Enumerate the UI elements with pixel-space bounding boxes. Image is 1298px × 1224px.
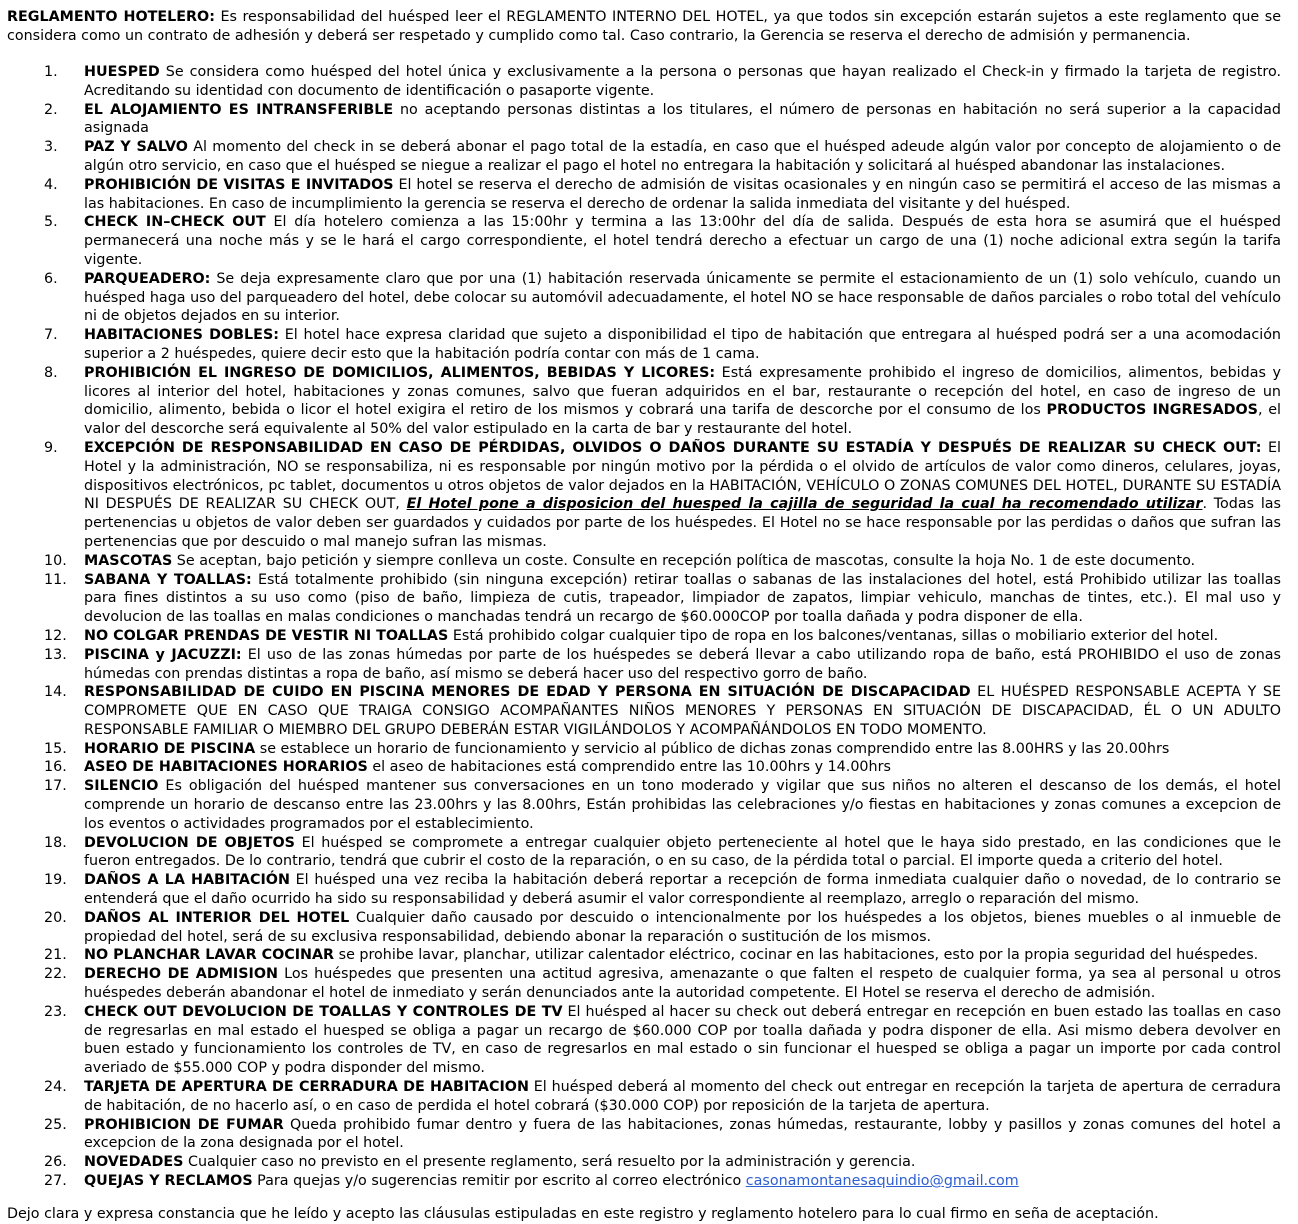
rule-number: 14.	[44, 684, 67, 701]
rule-number: 3.	[44, 139, 58, 156]
rule-title: QUEJAS Y RECLAMOS	[84, 1173, 253, 1190]
rules-list	[7, 63, 1281, 1191]
rule-number: 22.	[44, 966, 67, 983]
rule-text: se prohibe lavar, planchar, utilizar calentador eléctrico, cocinar en las habitaciones, esto por la propia seguridad del huéspedes.	[334, 947, 1259, 964]
rule-title: PISCINA y JACUZZI:	[84, 646, 242, 663]
rule-number: 17.	[44, 778, 67, 795]
rule-text: Se deja expresamente claro que por una (1) habitación reservada únicamente se permite el estacionamiento de un (1) solo vehículo, cuando un huésped haga uso del parqueadero del hotel, debe colocar su automóvil adecuadamente, el hotel NO se hace responsable de daños parciales o robo total del vehículo ni de objetos dejados en su interior.	[84, 270, 1281, 325]
rule-text: no aceptando personas distintas a los titulares, el número de personas en habitación no será superior a la capacidad asignada	[84, 101, 1281, 137]
rule-title: ASEO DE HABITACIONES HORARIOS	[84, 759, 368, 776]
rule-item	[7, 1172, 1281, 1191]
rule-title: TARJETA DE APERTURA DE CERRADURA DE HABITACION	[84, 1079, 529, 1096]
rule-number: 9.	[44, 439, 58, 456]
rule-text: El Hotel y la administración, NO se responsabiliza, ni es responsable por ningún motivo por la pérdida o el olvido de artículos de valor como dineros, celulares, joyas, dispositivos electrónicos, pc tablet, documentos u otros objetos de valor dejados en la HABITACIÓN, VEHÍCULO O ZONAS COMUNES DEL HOTEL, DURANTE SU ESTADÍA NI DESPUÉS DE REALIZAR SU CHECK OUT,	[84, 439, 1281, 513]
rule-number: 8.	[44, 364, 58, 381]
rule-text: Queda prohibido fumar dentro y fuera de las habitaciones, zonas húmedas, restaurante, lobby y pasillos y zonas comunes del hotel a excepcion de la zona designada por el hotel.	[84, 1116, 1281, 1152]
rule-number: 12.	[44, 627, 67, 644]
rule-text: Es obligación del huésped mantener sus conversaciones en un tono moderado y vigilar que sus niños no alteren el descanso de los demás, el hotel comprende un horario de descanso entre las 23.00hrs y las 8.00hrs, Están prohibidas las celebraciones y/o fiestas en habitaciones y zonas comunes a excepcion de los eventos o actividades programados por el establecimiento.	[84, 778, 1281, 832]
rule-text: Para quejas y/o sugerencias remitir por escrito al correo electrónico	[252, 1173, 746, 1190]
rule-number: 20.	[44, 909, 67, 926]
rule-title: MASCOTAS	[84, 552, 173, 569]
rule-number: 19.	[44, 872, 67, 889]
rule-item	[7, 965, 1281, 1003]
rule-item	[7, 138, 1281, 176]
rule-text-continued: , el valor del descorche será equivalente al 50% del valor estipulado en la carta de bar y restaurante del hotel.	[84, 402, 1282, 438]
rule-bold-text: PRODUCTOS INGRESADOS	[1046, 402, 1258, 419]
rule-title: CHECK IN–CHECK OUT	[84, 214, 266, 231]
rule-text: El huésped deberá al momento del check out entregar en recepción la tarjeta de apertura de cerradura de habitación, de no hacerlo así, o en caso de perdida el hotel cobrará ($30.000 COP) por reposición de la tarjeta de apertura.	[84, 1079, 1281, 1114]
rule-title: PROHIBICIÓN EL INGRESO DE DOMICILIOS, ALIMENTOS, BEBIDAS Y LICORES:	[84, 364, 716, 381]
rule-text: Al momento del check in se deberá abonar el pago total de la estadía, en caso que el huésped adeude algún valor por concepto de alojamiento o de algún otro servicio, en caso que el huésped se niegue a realizar el pago el hotel no entregara la habitación y solicitará al huésped abandonar las instalaciones.	[84, 139, 1281, 174]
rule-title: RESPONSABILIDAD DE CUIDO EN PISCINA MENORES DE EDAD Y PERSONA EN SITUACIÓN DE DISCAPACIDAD	[84, 684, 971, 701]
rule-item	[7, 1116, 1281, 1154]
rule-title: DERECHO DE ADMISION	[84, 966, 278, 983]
rule-title: EXCEPCIÓN DE RESPONSABILIDAD EN CASO DE PÉRDIDAS, OLVIDOS O DAÑOS DURANTE SU ESTADÍA Y DESPUÉS DE REALIZAR SU CHECK OUT:	[84, 439, 1262, 456]
rule-number: 13.	[44, 646, 67, 663]
rule-number: 16.	[44, 759, 67, 776]
rule-text: Cualquier caso no previsto en el presente reglamento, será resuelto por la administración y gerencia.	[183, 1154, 916, 1171]
rule-item	[7, 1078, 1281, 1116]
intro-text: Es responsabilidad del huésped leer el REGLAMENTO INTERNO DEL HOTEL, ya que todos sin excepción estarán sujetos a este reglamento que se considera como un contrato de adhesión y deberá ser respetado y cumplido como tal. Caso contrario, la Gerencia se reserva el derecho de admisión y permanencia.	[7, 9, 1281, 44]
rule-number: 23.	[44, 1003, 67, 1020]
rule-item	[7, 552, 1281, 571]
rule-text: EL HUÉSPED RESPONSABLE ACEPTA Y SE COMPROMETE QUE EN CASO QUE TRAIGA CONSIGO ACOMPAÑANTES NIÑOS MENORES Y PERSONAS EN SITUACIÓN DE DISCAPACIDAD, ÉL O UN ADULTO RESPONSABLE FAMILIAR O MIEMBRO DEL GRUPO DEBERÁN ESTAR VIGILÁNDOLOS Y ACOMPAÑÁNDOLOS EN TODO MOMENTO.	[84, 684, 1282, 738]
rule-title: DAÑOS A LA HABITACIÓN	[84, 872, 290, 889]
rule-title: HUESPED	[84, 64, 160, 80]
rule-number: 26.	[44, 1154, 67, 1171]
rule-title: PROHIBICIÓN DE VISITAS E INVITADOS	[84, 176, 394, 193]
rule-item	[7, 683, 1281, 739]
rule-text: Está expresamente prohibido el ingreso de domicilios, alimentos, bebidas y licores al interior del hotel, habitaciones y zonas comunes, salvo que fueran adquiridos en el bar, restaurante o recepción del hotel, en caso de ingreso de un domicilio, alimento, bebida o licor el hotel exigira el retiro de los mismos y cobrará una tarifa de descorche por el consumo de los	[84, 364, 1281, 419]
rule-text: El día hotelero comienza a las 15:00hr y termina a las 13:00hr del día de salida. Después de esta hora se asumirá que el huésped permanecerá una noche más y se le hará el cargo correspondiente, el hotel tendrá derecho a efectuar un cargo de una (1) noche adicional extra según la tarifa vigente.	[84, 214, 1281, 268]
rule-item	[7, 646, 1281, 684]
rule-emphasis: El Hotel pone a disposicion del huesped la cajilla de seguridad la cual ha recomendado utilizar	[406, 496, 1203, 513]
rule-text: Cualquier daño causado por descuido o intencionalmente por los huéspedes a los objetos, bienes muebles o al inmueble de propiedad del hotel, será de su exclusiva responsabilidad, debiendo abonar la reparación o sustitución de los mismos.	[84, 909, 1281, 945]
email-link[interactable]: casonamontanesaquindio@gmail.com	[745, 1173, 1019, 1190]
rule-text: Se considera como huésped del hotel única y exclusivamente a la persona o personas que hayan realizado el Check-in y firmado la tarjeta de registro. Acreditando su identidad con documento de identificación o pasaporte vigente.	[84, 64, 1281, 99]
rule-text: el aseo de habitaciones está comprendido entre las 10.00hrs y 14.00hrs	[367, 759, 891, 776]
rule-text: El huésped se compromete a entregar cualquier objeto perteneciente al hotel que le haya sido prestado, en las condiciones que le fueron entregados. De lo contrario, tendrá que cubrir el costo de la reparación, o en su caso, de la pérdida total o parcial. El importe queda a criterio del hotel.	[84, 834, 1281, 870]
rule-item	[7, 176, 1281, 214]
rule-item	[7, 946, 1281, 965]
rule-title: PAZ Y SALVO	[84, 139, 188, 156]
rule-title: SILENCIO	[84, 778, 159, 795]
rule-item	[7, 1153, 1281, 1172]
rule-number: 2.	[44, 101, 58, 118]
rule-item	[7, 1003, 1281, 1078]
rule-number: 24.	[44, 1079, 67, 1096]
rule-number: 7.	[44, 327, 58, 344]
rule-text: El huésped una vez reciba la habitación deberá reportar a recepción de forma inmediata cualquier daño o novedad, de lo contrario se entenderá que el daño ocurrido ha sido su responsabilidad y deberá asumir el valor correspondiente al reemplazo, arreglo o reparación del mismo.	[84, 872, 1282, 908]
rule-title: NO PLANCHAR LAVAR COCINAR	[84, 947, 335, 964]
rule-title: PARQUEADERO:	[84, 270, 211, 287]
rule-item	[7, 364, 1281, 439]
rule-number: 18.	[44, 834, 67, 851]
rule-item	[7, 834, 1281, 872]
rule-item	[7, 758, 1281, 777]
acceptance-statement: Dejo clara y expresa constancia que he leído y acepto las cláusulas estipuladas en este registro y reglamento hotelero para lo cual firmo en seña de aceptación.	[7, 1205, 1159, 1222]
rule-item	[7, 326, 1281, 364]
rule-item	[7, 909, 1281, 947]
rule-text: Se aceptan, bajo petición y siempre conlleva un coste. Consulte en recepción política de mascotas, consulte la hoja No. 1 de este documento.	[172, 552, 1196, 569]
rule-title: NOVEDADES	[84, 1154, 184, 1171]
rule-number: 27.	[44, 1173, 67, 1190]
rule-item	[7, 270, 1281, 326]
rule-item	[7, 63, 1281, 101]
rule-text: El hotel se reserva el derecho de admisión de visitas ocasionales y en ningún caso se permitirá el acceso de las mismas a las habitaciones. En caso de incumplimiento la gerencia se reserva el derecho de ordenar la salida inmediata del visitante y del huésped.	[84, 176, 1281, 212]
rule-title: SABANA Y TOALLAS:	[84, 571, 252, 588]
rule-text: se establece un horario de funcionamiento y servicio al público de dichas zonas comprendido entre las 8.00HRS y las 20.00hrs	[255, 740, 1170, 757]
rule-title: CHECK OUT DEVOLUCION DE TOALLAS Y CONTROLES DE TV	[84, 1003, 563, 1020]
rule-item	[7, 740, 1281, 759]
rule-text: Los huéspedes que presenten una actitud agresiva, amenazante o que falten el respeto de cualquier forma, ya sea al personal u otros huéspedes deberán abandonar el hotel de inmediato y serán denunciados ante la autoridad competente. El Hotel se reserva el derecho de admisión.	[84, 966, 1282, 1002]
rule-title: EL ALOJAMIENTO ES INTRANSFERIBLE	[84, 101, 394, 118]
rule-title: DEVOLUCION DE OBJETOS	[84, 834, 295, 851]
rule-number: 25.	[44, 1116, 67, 1133]
rule-title: DAÑOS AL INTERIOR DEL HOTEL	[84, 909, 350, 926]
rule-number: 5.	[44, 214, 58, 231]
rule-text: Está totalmente prohibido (sin ninguna excepción) retirar toallas o sabanas de las instalaciones del hotel, está Prohibido utilizar las toallas para fines distintos a su uso como (piso de baño, limpieza de cutis, trapeador, limpiador de zapatos, limpiar vehiculo, manchas de tintes, etc.). El mal uso y devolucion de las toallas en malas condiciones o manchadas tendrá un recargo de $60.000COP por toalla dañada y podra disponer de ella.	[84, 571, 1281, 626]
rule-text-continued: . Todas las pertenencias u objetos de valor deben ser guardados y cuidados por parte de los huéspedes. El Hotel no se hace responsable por las perdidas o daños que sufran las pertenencias que por descuido o mal manejo sufran las mismas.	[84, 496, 1281, 550]
rule-number: 10.	[44, 552, 67, 569]
rule-item	[7, 213, 1281, 269]
rule-number: 4.	[44, 176, 58, 193]
intro-heading: REGLAMENTO HOTELERO:	[7, 9, 215, 25]
rule-title: NO COLGAR PRENDAS DE VESTIR NI TOALLAS	[84, 627, 449, 644]
rule-item	[7, 101, 1281, 139]
rule-title: HABITACIONES DOBLES:	[84, 327, 279, 344]
rule-text: Está prohibido colgar cualquier tipo de ropa en los balcones/ventanas, sillas o mobiliario exterior del hotel.	[448, 627, 1219, 644]
intro-paragraph	[7, 8, 1281, 46]
rule-title: HORARIO DE PISCINA	[84, 740, 256, 757]
rule-number: 15.	[44, 740, 67, 757]
rule-number: 1.	[44, 64, 58, 80]
rule-text: El huésped al hacer su check out deberá entregar en recepción en buen estado las toallas en caso de regresarlas en mal estado el huesped se obliga a pagar un recargo de $60.000 COP por toalla dañada y podra disponer de ella. Asi mismo debera devolver en buen estado y funcionamiento los controles de TV, en caso de regresarlos en mal estado o sin funcionar el huesped se obliga a pagar un importe por cada control averiado de $55.000 COP y podra disponder del mismo.	[84, 1003, 1281, 1077]
rule-text: El hotel hace expresa claridad que sujeto a disponibilidad el tipo de habitación que entregara al huésped podrá ser a una acomodación superior a 2 huéspedes, quiere decir esto que la habitación podría contar con más de 1 cama.	[84, 327, 1281, 362]
rule-text: El uso de las zonas húmedas por parte de los huéspedes se deberá llevar a cabo utilizando ropa de baño, está PROHIBIDO el uso de zonas húmedas con prendas distintas a ropa de baño, así mismo se deberá hacer uso del respectivo gorro de baño.	[84, 646, 1281, 682]
rule-item	[7, 627, 1281, 646]
rule-title: PROHIBICION DE FUMAR	[84, 1116, 284, 1133]
rule-number: 6.	[44, 270, 58, 287]
rule-item	[7, 439, 1281, 552]
rule-item	[7, 777, 1281, 833]
rule-number: 11.	[44, 571, 67, 588]
rule-item	[7, 871, 1281, 909]
rule-item	[7, 571, 1281, 627]
rule-number: 21.	[44, 947, 67, 964]
